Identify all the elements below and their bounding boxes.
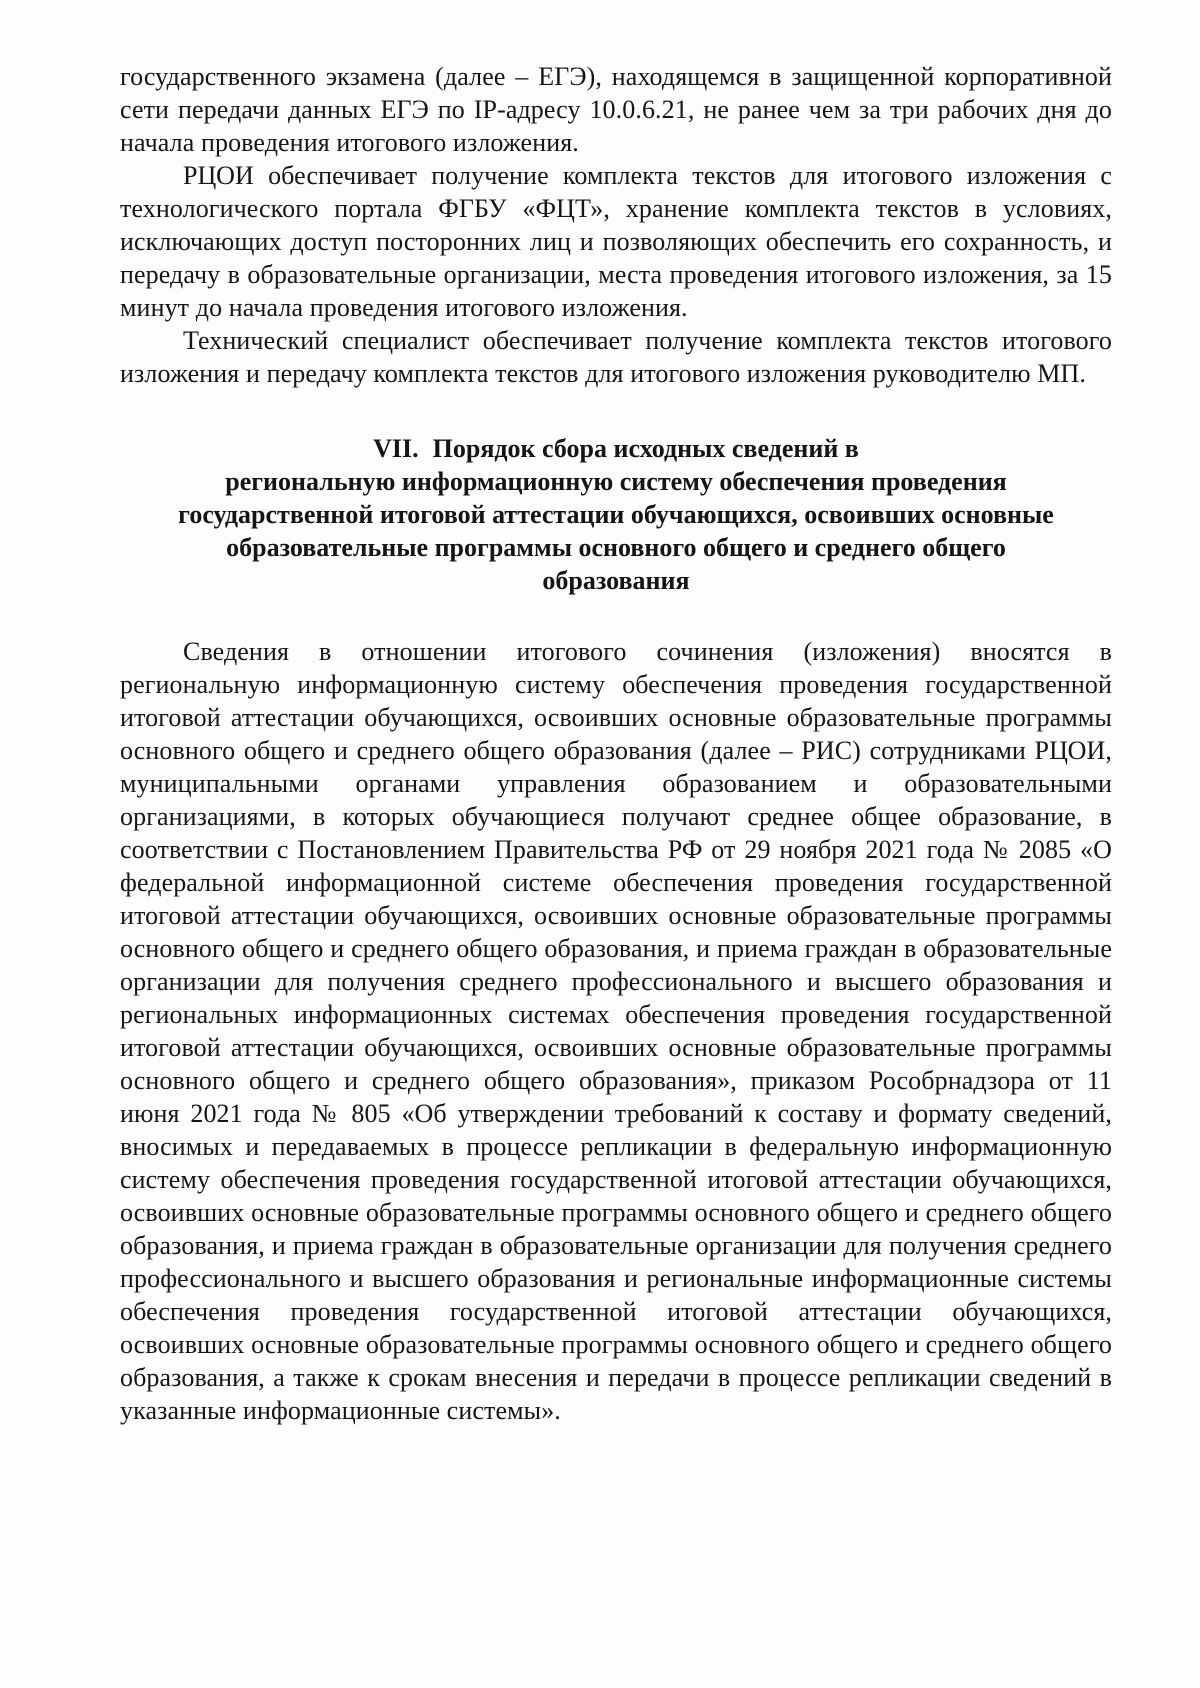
document-body [120, 60, 1112, 1427]
section-title-line-5: образования [542, 566, 690, 595]
section-title-line-2: региональную информационную систему обеспечения проведения [225, 467, 1007, 496]
section-number: VII. [373, 434, 419, 463]
section-title-line-1: Порядок сбора исходных сведений в [432, 434, 859, 463]
paragraph-ris-information: Сведения в отношении итогового сочинения (изложения) вносятся в региональную информационную систему обеспечения проведения государственной итоговой аттестации обучающихся, освоивших основные образовательные программы основного общего и среднего общего образования (далее – РИС) сотрудниками РЦОИ, муниципальными органами управления образованием и образовательными организациями, в которых обучающиеся получают среднее общее образование, в соответствии с Постановлением Правительства РФ от 29 ноября 2021 года № 2085 «О федеральной информационной системе обеспечения проведения государственной итоговой аттестации обучающихся, освоивших основные образовательные программы основного общего и среднего общего образования, и приема граждан в образовательные организации для получения среднего профессионального и высшего образования и региональных информационных системах обеспечения проведения государственной итоговой аттестации обучающихся, освоивших основные образовательные программы основного общего и среднего общего образования», приказом Рособрнадзора от 11 июня 2021 года № 805 «Об утверждении требований к составу и формату сведений, вносимых и передаваемых в процессе репликации в федеральную информационную систему обеспечения проведения государственной итоговой аттестации обучающихся, освоивших основные образовательные программы основного общего и среднего общего образования, и приема граждан в образовательные организации для получения среднего профессионального и высшего образования и региональные информационные системы обеспечения проведения государственной итоговой аттестации обучающихся, освоивших основные образовательные программы основного общего и среднего общего образования, а также к срокам внесения и передачи в процессе репликации сведений в указанные информационные системы». [120, 637, 1112, 1425]
paragraph-rcoi-text-delivery: РЦОИ обеспечивает получение комплекта текстов для итогового изложения с технологического портала ФГБУ «ФЦТ», хранение комплекта текстов в условиях, исключающих доступ посторонних лиц и позволяющих обеспечить его сохранность, и передачу в образовательные организации, места проведения итогового изложения, за 15 минут до начала проведения итогового изложения. [120, 161, 1112, 322]
paragraph-continuation-ege-portal: государственного экзамена (далее – ЕГЭ), находящемся в защищенной корпоративной сети передачи данных ЕГЭ по IP-адресу 10.0.6.21, не ранее чем за три рабочих дня до начала проведения итогового изложения. [120, 62, 1112, 157]
section-title-line-3: государственной итоговой аттестации обучающихся, освоивших основные [178, 500, 1054, 529]
section-heading [120, 432, 1112, 597]
section-title-line-4: образовательные программы основного общего и среднего общего [226, 533, 1006, 562]
paragraph-technical-specialist: Технический специалист обеспечивает получение комплекта текстов итогового изложения и передачу комплекта текстов для итогового изложения руководителю МП. [120, 326, 1112, 388]
section-heading-line-1 [120, 432, 1112, 465]
